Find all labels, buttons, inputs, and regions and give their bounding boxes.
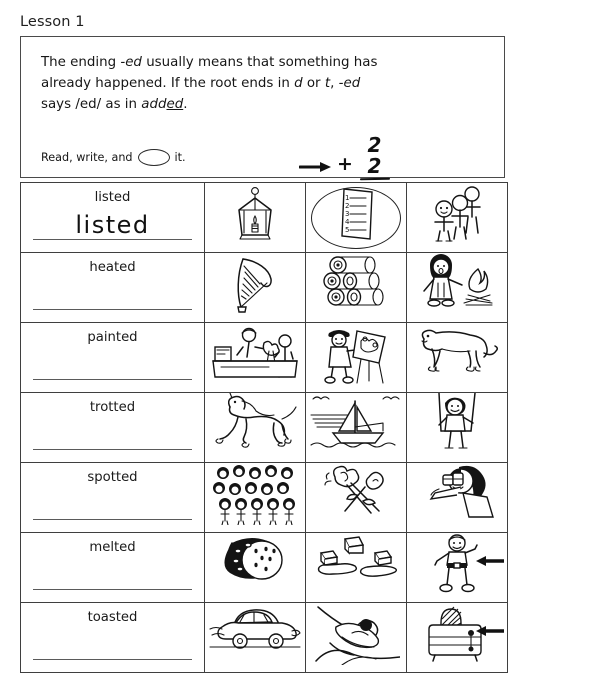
word-added-emphasis: add: [141, 97, 167, 112]
word-label: painted: [87, 330, 138, 345]
table-row: [21, 463, 508, 533]
table-row: [21, 533, 508, 603]
group-of-people-picture: [424, 183, 490, 245]
writing-line[interactable]: [33, 519, 192, 520]
word-cell[interactable]: [21, 393, 205, 463]
crowd-of-children-picture: [213, 463, 297, 525]
svg-text:4: 4: [345, 218, 350, 226]
picture-cell-car[interactable]: [205, 603, 306, 673]
word-label: spotted: [87, 470, 138, 485]
svg-text:1: 1: [345, 194, 350, 202]
picture-cell-toaster[interactable]: [407, 603, 508, 673]
writing-line[interactable]: [33, 309, 192, 310]
suffix-ed-emphasis: -ed: [120, 55, 142, 70]
instruction-line-3: -ed says /ed/ as in added.: [41, 76, 361, 112]
cougar-picture: [414, 323, 500, 375]
word-added-underlined-ed: ed: [166, 97, 184, 112]
picture-cell-shop-counter[interactable]: [205, 323, 306, 393]
car-picture: [208, 603, 302, 653]
table-row: [21, 183, 508, 253]
lantern-picture: [224, 183, 286, 245]
picture-cell-boy-with-binoculars[interactable]: [407, 463, 508, 533]
table-row: [21, 393, 508, 463]
writing-line[interactable]: [33, 239, 192, 240]
picture-cell-melting-ice-cubes[interactable]: [306, 533, 407, 603]
instruction-line-1: The ending -ed usually means that something: [41, 55, 350, 70]
picture-cell-group-of-people[interactable]: [407, 183, 508, 253]
left-arrow-icon: [475, 555, 505, 567]
flowers-picture: [319, 463, 393, 519]
word-cell[interactable]: [21, 603, 205, 673]
svg-text:3: 3: [345, 210, 350, 218]
word-label: heated: [89, 260, 136, 275]
picture-cell-sailboat[interactable]: [306, 393, 407, 463]
instruction-line-2: has already happened. If the root ends in d or t,: [41, 55, 378, 91]
picture-cell-numbered-list[interactable]: [306, 183, 407, 253]
instruction-text: [41, 52, 381, 115]
read-write-suffix: it.: [174, 151, 186, 164]
table-row: [21, 603, 508, 673]
worksheet-table: [20, 182, 508, 673]
svg-text:5: 5: [345, 226, 350, 234]
sailboat-picture: [309, 393, 403, 451]
picture-cell-flowers[interactable]: [306, 463, 407, 533]
table-row: [21, 253, 508, 323]
sledding-picture: [312, 603, 400, 665]
letter-d-emphasis: d: [294, 76, 303, 91]
picture-cell-sledding[interactable]: [306, 603, 407, 673]
suffix-ed-emphasis-2: -ed: [338, 76, 361, 91]
picture-cell-artist-at-easel[interactable]: [306, 323, 407, 393]
girl-on-swing-picture: [425, 393, 489, 455]
left-arrow-icon: [475, 625, 505, 637]
picture-cell-man-with-belt[interactable]: [407, 533, 508, 603]
oval-shape-icon: [138, 149, 170, 166]
handwritten-answer: listed: [75, 211, 150, 239]
picture-cell-stacked-logs[interactable]: [306, 253, 407, 323]
picture-cell-horse[interactable]: [205, 393, 306, 463]
word-cell[interactable]: [21, 183, 205, 253]
right-arrow-icon: [299, 161, 333, 173]
girl-at-campfire-picture: [416, 253, 498, 313]
worksheet-table-body: [21, 183, 508, 673]
picture-cell-girl-on-swing[interactable]: [407, 393, 508, 463]
picture-cell-harp[interactable]: [205, 253, 306, 323]
picture-cell-girl-at-campfire[interactable]: [407, 253, 508, 323]
writing-line[interactable]: [33, 379, 192, 380]
boy-with-binoculars-picture: [417, 463, 497, 521]
math-addend-top: 2: [367, 133, 383, 157]
word-label: melted: [89, 540, 136, 555]
melting-ice-cubes-picture: [315, 533, 397, 579]
table-row: [21, 323, 508, 393]
math-addend-bottom: 2: [367, 154, 383, 178]
picture-cell-watermelon-slice[interactable]: [205, 533, 306, 603]
word-cell[interactable]: [21, 463, 205, 533]
word-label: listed: [94, 190, 131, 205]
word-label: toasted: [87, 610, 138, 625]
word-cell[interactable]: [21, 253, 205, 323]
word-label: trotted: [89, 400, 136, 415]
letter-t-emphasis: t: [324, 76, 331, 91]
horse-picture: [212, 393, 298, 451]
word-cell[interactable]: [21, 323, 205, 393]
math-operator: +: [337, 153, 353, 175]
instruction-box: [20, 36, 505, 178]
harp-picture: [227, 253, 283, 315]
picture-cell-crowd-of-children[interactable]: [205, 463, 306, 533]
stacked-logs-picture: [318, 253, 394, 309]
picture-cell-cougar[interactable]: [407, 323, 508, 393]
numbered-list-picture: [326, 183, 386, 245]
artist-at-easel-picture: [317, 323, 395, 385]
writing-line[interactable]: [33, 449, 192, 450]
read-write-prefix: Read, write, and: [41, 151, 133, 164]
shop-counter-picture: [209, 323, 301, 383]
watermelon-slice-picture: [218, 533, 292, 587]
writing-line[interactable]: [33, 589, 192, 590]
writing-line[interactable]: [33, 659, 192, 660]
picture-cell-lantern[interactable]: [205, 183, 306, 253]
svg-text:2: 2: [345, 202, 350, 210]
word-cell[interactable]: [21, 533, 205, 603]
page-title: Lesson 1: [20, 14, 85, 30]
read-write-circle-instruction: [41, 149, 186, 166]
